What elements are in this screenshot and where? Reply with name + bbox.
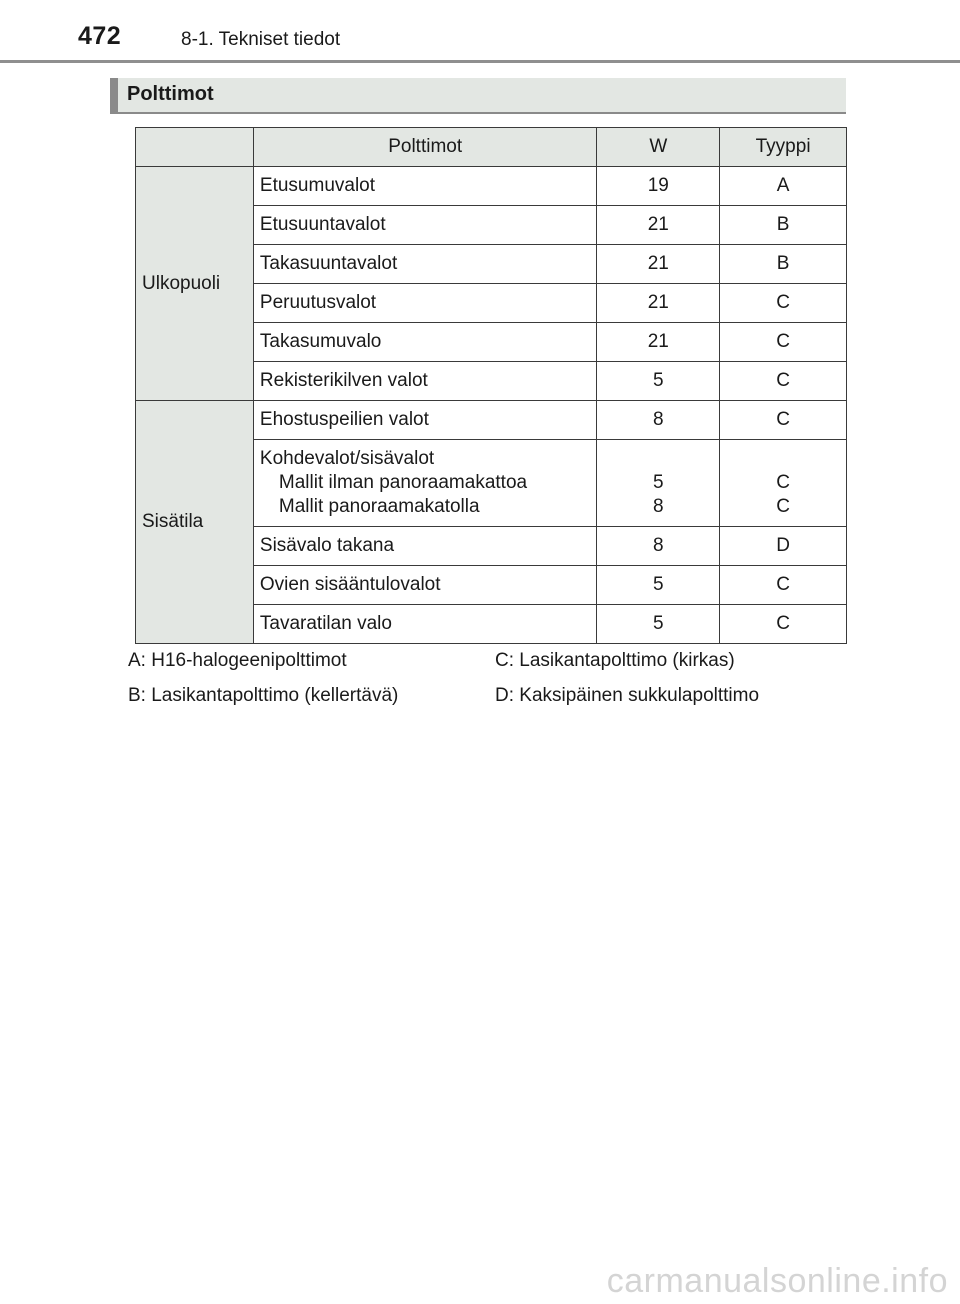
group-label-exterior: Ulkopuoli — [136, 167, 254, 401]
bulb-type: C — [720, 284, 847, 323]
chapter-title: 8-1. Tekniset tiedot — [181, 29, 341, 50]
legend-d: D: Kaksipäinen sukkulapolttimo — [495, 685, 760, 706]
bulb-watt: 8 — [597, 527, 720, 566]
group-label-interior: Sisätila — [136, 401, 254, 644]
bulb-type: C — [776, 496, 790, 517]
bulb-watt: 5 — [597, 566, 720, 605]
table-row — [136, 167, 847, 206]
bulb-watt: 8 — [653, 496, 664, 517]
bulb-type: C — [720, 605, 847, 644]
bulb-type: C — [776, 472, 790, 493]
bulb-name: Takasumuvalo — [253, 323, 597, 362]
legend-c: C: Lasikantapolttimo (kirkas) — [495, 650, 735, 671]
bulb-watt: 19 — [597, 167, 720, 206]
bulbs-table — [135, 127, 847, 644]
bulb-watt: 8 — [597, 401, 720, 440]
bulb-name: Ehostuspeilien valot — [253, 401, 597, 440]
bulb-name: Takasuuntavalot — [253, 245, 597, 284]
bulb-type: D — [720, 527, 847, 566]
bulb-type: A — [720, 167, 847, 206]
bulb-subname: Mallit ilman panoraamakattoa — [278, 472, 528, 493]
bulb-watt-multi — [597, 440, 720, 527]
bulb-type: B — [720, 245, 847, 284]
bulb-type-multi — [720, 440, 847, 527]
bulb-type: C — [720, 362, 847, 401]
bulb-watt: 21 — [597, 245, 720, 284]
bulb-watt: 21 — [597, 323, 720, 362]
bulb-name: Etusumuvalot — [253, 167, 597, 206]
bulb-watt: 5 — [597, 605, 720, 644]
column-header-watt: W — [597, 128, 720, 167]
section-title: Polttimot — [127, 83, 214, 105]
legend-a: A: H16-halogeenipolttimot — [128, 650, 347, 671]
section-header — [110, 78, 846, 114]
bulb-type: B — [720, 206, 847, 245]
page-number: 472 — [78, 22, 122, 50]
bulb-watt: 5 — [653, 472, 664, 493]
column-header-bulb: Polttimot — [253, 128, 597, 167]
column-header-type: Tyyppi — [720, 128, 847, 167]
bulb-name: Rekisterikilven valot — [253, 362, 597, 401]
bulb-watt: 21 — [597, 284, 720, 323]
section-bar — [110, 78, 118, 112]
bulb-name: Peruutusvalot — [253, 284, 597, 323]
bulb-watt: 21 — [597, 206, 720, 245]
bulb-subname: Mallit panoraamakatolla — [278, 496, 480, 517]
bulb-name: Sisävalo takana — [253, 527, 597, 566]
column-header-group — [136, 128, 254, 167]
watermark: carmanualsonline.info — [606, 1262, 948, 1300]
legend-b: B: Lasikantapolttimo (kellertävä) — [128, 685, 399, 706]
bulb-name: Kohdevalot/sisävalot — [259, 448, 435, 469]
table-row — [136, 401, 847, 440]
bulb-name: Ovien sisääntulovalot — [253, 566, 597, 605]
header-rule — [0, 60, 960, 63]
bulb-name: Tavaratilan valo — [253, 605, 597, 644]
bulb-type: C — [720, 401, 847, 440]
bulb-name-multi — [253, 440, 597, 527]
table-header-row — [136, 128, 847, 167]
bulb-watt: 5 — [597, 362, 720, 401]
bulb-type: C — [720, 566, 847, 605]
bulb-name: Etusuuntavalot — [253, 206, 597, 245]
bulb-type: C — [720, 323, 847, 362]
